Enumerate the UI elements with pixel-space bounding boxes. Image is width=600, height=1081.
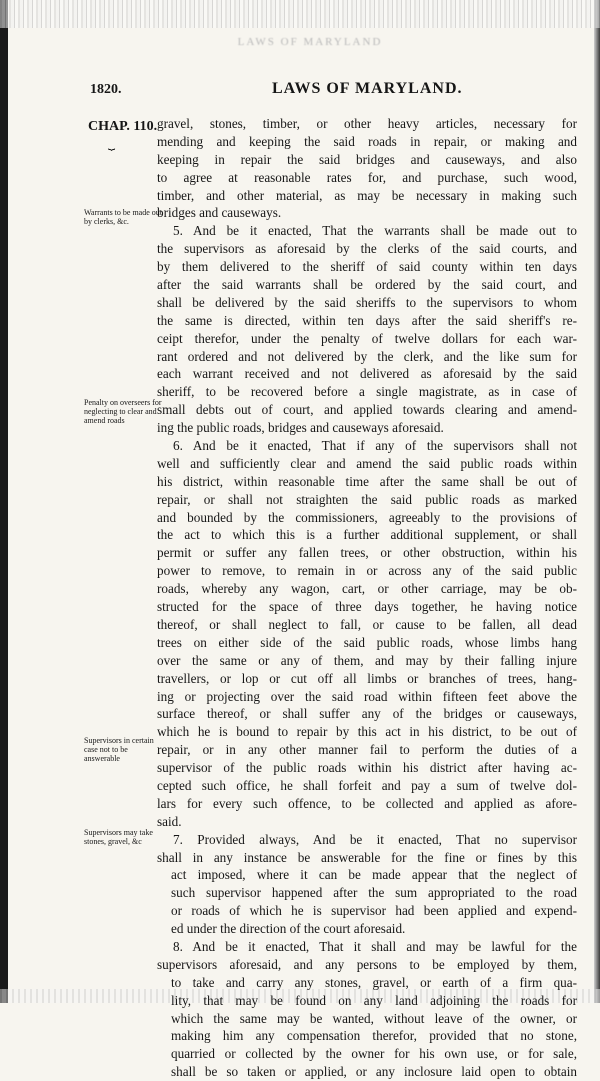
margin-note-supervisors-not-answerable: Supervisors in certain case not to be answerable	[84, 736, 154, 763]
page-left-edge-shadow	[0, 0, 8, 1003]
text-line: power to remove, to remain in or across any of the said public	[157, 563, 577, 579]
page-year: 1820.	[90, 82, 122, 97]
text-line: such supervisor happened after the sum appropriated to the road	[171, 885, 577, 901]
text-line: lity, that may be found on any land adjoining the roads for	[171, 992, 577, 1008]
text-line: supervisor of the public roads within his district after having ac-	[157, 760, 577, 776]
text-line: supervisors aforesaid, and any persons to be employed by them,	[157, 956, 577, 972]
text-line: quarried or collected by the owner for his own use, or for sale,	[171, 1046, 577, 1062]
text-line: well and sufficiently clear and amend the said public roads within	[157, 455, 577, 471]
text-line: timber, and other material, as may be necessary in making such	[157, 187, 577, 203]
running-title: LAWS OF MARYLAND.	[272, 80, 463, 97]
margin-note-warrants: Warrants to be made out by clerks, &c.	[84, 208, 162, 226]
text-line: roads, whereby any wagon, cart, or other carriage, may be ob-	[157, 581, 577, 597]
text-line: to take and carry any stones, gravel, or earth of a firm qua-	[171, 974, 577, 990]
text-line: gravel, stones, timber, or other heavy articles, necessary for	[157, 116, 577, 131]
text-line: lars for every such offence, to be collected and applied as afore-	[157, 795, 577, 811]
section-6-start: 6. And be it enacted, That if any of the supervisors shall not	[173, 438, 577, 454]
text-line: to agree at reasonable rates for, and purchase, such wood,	[157, 169, 577, 185]
text-line: cepted such office, he shall forfeit and pay a sum of twelve dol-	[157, 777, 577, 793]
text-line: small debts out of court, and applied towards clearing and amend-	[157, 402, 577, 418]
text-line: repair, or in any other manner fail to perform the duties of a	[157, 742, 577, 758]
text-line: act imposed, where it can be made appear that the neglect of	[171, 867, 577, 883]
text-line: the act to which this is a further additional supplement, or shall	[157, 527, 577, 543]
text-line: by them delivered to the sheriff of said county within ten days	[157, 259, 577, 275]
text-line: making him any compensation therefor, provided that no stone,	[171, 1028, 577, 1044]
text-line: rant ordered and not delivered by the clerk, and the like sum for	[157, 348, 577, 364]
section-7-start: 7. Provided always, And be it enacted, That no supervisor	[173, 831, 577, 847]
page-right-edge-shadow	[594, 0, 600, 1003]
text-line: over the same or any of them, and may by their falling injure	[157, 652, 577, 668]
text-line: or roads of which he is supervisor had been applied and expend-	[171, 903, 577, 919]
text-line: shall in any instance be answerable for the fine or fines by this	[157, 849, 577, 865]
page-header	[90, 80, 550, 102]
text-line: each warrant received and not delivered as aforesaid by the said	[157, 366, 577, 382]
text-line: and bounded by the commissioners, agreeably to the provisions of	[157, 509, 577, 525]
text-line: ed under the direction of the court aforesaid.	[171, 921, 406, 937]
text-line: thereof, or shall neglect to fall, or cause to be fallen, all dead	[157, 616, 577, 632]
text-line: mending and keeping the said roads in repair, or making and	[157, 133, 577, 149]
text-line: trees on either side of the said public roads, whose limbs hang	[157, 634, 577, 650]
text-line: travellers, or lop or cut off all limbs or branches of trees, hang-	[157, 670, 577, 686]
text-line: the same is directed, within ten days after the said sheriff's re-	[157, 312, 577, 328]
text-line: repair, or shall not straighten the said public roads as marked	[157, 491, 577, 507]
text-line: his district, within reasonable time after the same shall be out of	[157, 473, 577, 489]
text-line: ceipt therefor, under the penalty of twelve dollars for each war-	[157, 330, 577, 346]
text-line: permit or suffer any fallen trees, or other obstruction, within his	[157, 545, 577, 561]
text-line: which he is bound to repair by this act in his district, to be out of	[157, 724, 577, 740]
margin-note-supervisors-take-stones: Supervisors may take stones, gravel, &c	[84, 828, 153, 846]
text-line: structed for the space of three days together, he having notice	[157, 599, 577, 615]
section-5-start: 5. And be it enacted, That the warrants shall be made out to	[173, 223, 577, 239]
chapter-label: CHAP. 110.	[88, 119, 158, 134]
statute-body-text	[157, 115, 577, 1081]
text-line: after the said warrants shall be ordered by the said court, and	[157, 277, 577, 293]
section-8-start: 8. And be it enacted, That it shall and may be lawful for the	[173, 938, 577, 954]
text-line: the supervisors as aforesaid by the clerks of the said courts, and	[157, 241, 577, 257]
text-line: said.	[157, 813, 182, 829]
text-line: surface thereof, or shall suffer any of the bridges or causeways,	[157, 706, 577, 722]
text-line: bridges and causeways.	[157, 205, 282, 221]
text-line: ing the public roads, bridges and causeways aforesaid.	[157, 420, 444, 436]
page-top-scan-noise	[0, 0, 600, 28]
text-line: which the same may be wanted, without leave of the owner, or	[171, 1010, 577, 1026]
text-line: shall be so taken or applied, or any inclosure laid open to obtain	[171, 1064, 577, 1080]
chapter-brace-ornament: ⏟	[108, 136, 116, 150]
text-line: keeping in repair the said bridges and causeways, and also	[157, 151, 577, 167]
margin-note-penalty: Penalty on overseers for neglecting to clear and amend roads	[84, 398, 162, 425]
text-line: ing or projecting over the said road within fifteen feet above the	[157, 688, 577, 704]
text-line: shall be delivered by the said sheriffs to the supervisors to whom	[157, 294, 577, 310]
text-line: sheriff, to be recovered before a single magistrate, as in case of	[157, 384, 577, 400]
bleed-through-text: LAWS OF MARYLAND	[237, 36, 383, 48]
